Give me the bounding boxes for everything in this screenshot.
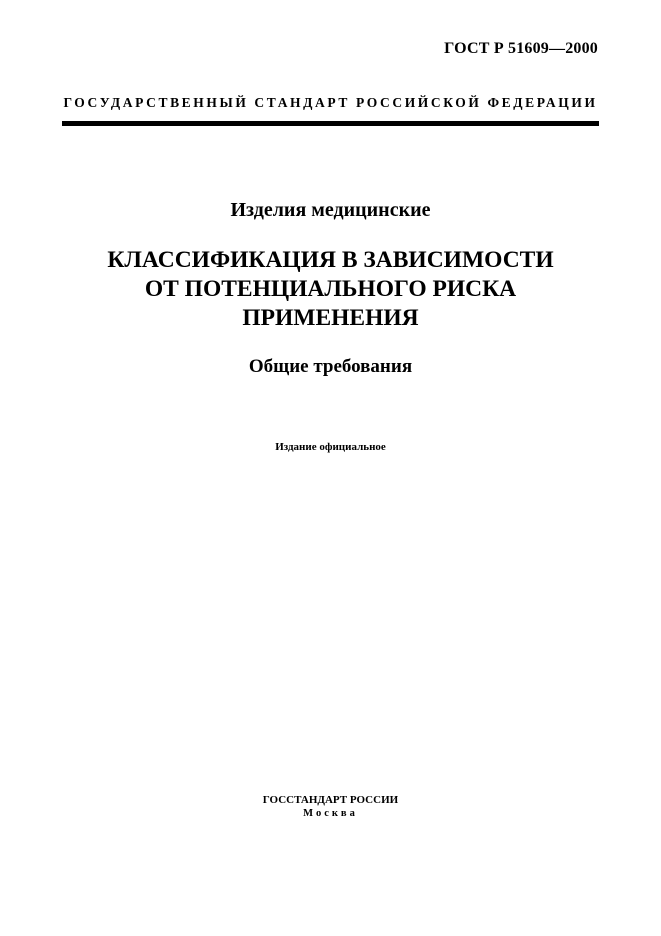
main-title <box>0 246 661 333</box>
subtitle: Общие требования <box>248 356 413 377</box>
header-divider <box>62 121 599 126</box>
publisher: ГОССТАНДАРТ РОССИИ <box>262 794 399 806</box>
main-title-line: ОТ ПОТЕНЦИАЛЬНОГО РИСКА <box>144 276 517 302</box>
main-title-line: ПРИМЕНЕНИЯ <box>242 305 419 331</box>
edition-note: Издание официальное <box>275 441 386 453</box>
publication-city: Москва <box>303 808 358 819</box>
main-title-line: КЛАССИФИКАЦИЯ В ЗАВИСИМОСТИ <box>107 247 554 273</box>
document-number: ГОСТ Р 51609—2000 <box>444 40 598 57</box>
product-group-title: Изделия медицинские <box>230 199 431 221</box>
state-standard-heading: ГОСУДАРСТВЕННЫЙ СТАНДАРТ РОССИЙСКОЙ ФЕДЕРАЦИИ <box>63 95 598 110</box>
